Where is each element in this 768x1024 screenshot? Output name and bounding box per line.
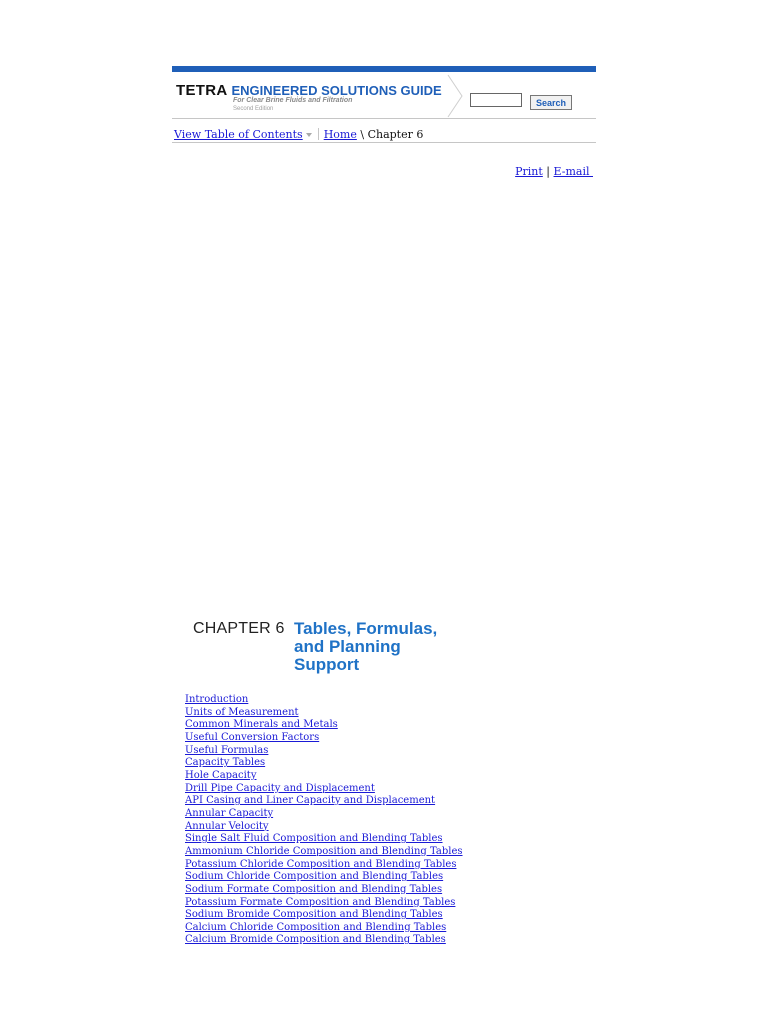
toc-link[interactable]: Introduction [185, 694, 249, 705]
chapter-title-line: and Planning [294, 637, 401, 656]
toc-item-common-minerals [185, 719, 463, 732]
toc-link[interactable]: Sodium Formate Composition and Blending Tables [185, 883, 443, 895]
chapter-label: CHAPTER 6 [193, 620, 285, 637]
print-link[interactable]: Print [515, 165, 543, 178]
tools-separator: | [542, 165, 554, 178]
toc-link[interactable]: API Casing and Liner Capacity and Displacement [185, 795, 436, 807]
guide-title: ENGINEERED SOLUTIONS GUIDE [231, 83, 442, 98]
toc-link[interactable]: Sodium Chloride Composition and Blending Tables [185, 871, 444, 883]
chapter-title-line: Support [294, 655, 360, 674]
chapter-toc-list [185, 694, 463, 947]
breadcrumb-divider-line [172, 142, 596, 143]
toc-link[interactable]: Common Minerals and Metals [185, 719, 338, 731]
chevron-down-icon[interactable] [306, 133, 312, 137]
toc-item-useful-formulas [185, 745, 463, 758]
guide-edition: Second Edition [233, 106, 274, 112]
toc-link[interactable]: Hole Capacity [185, 769, 257, 781]
toc-item-potassium-formate [185, 897, 463, 910]
search-input[interactable] [470, 93, 522, 107]
header-divider [172, 118, 596, 119]
toc-link[interactable]: Annular Capacity [185, 807, 274, 819]
brand-name: TETRA [176, 82, 228, 99]
toc-link[interactable]: Drill Pipe Capacity and Displacement [185, 782, 375, 794]
toc-item-introduction [185, 694, 463, 707]
toc-link[interactable]: Potassium Formate Composition and Blending Tables [185, 896, 456, 908]
breadcrumb-current: Chapter 6 [367, 128, 424, 141]
view-toc-link[interactable]: View Table of Contents [174, 128, 303, 141]
email-link[interactable]: E-mail [553, 165, 593, 178]
toc-item-potassium-chloride [185, 859, 463, 872]
breadcrumb-divider [318, 128, 319, 140]
toc-item-calcium-bromide [185, 934, 463, 947]
toc-link[interactable]: Units of Measurement [185, 706, 299, 718]
toc-item-ammonium-chloride [185, 846, 463, 859]
toc-link[interactable]: Calcium Chloride Composition and Blending Tables [185, 921, 447, 933]
toc-item-units-of-measurement [185, 707, 463, 720]
toc-item-capacity-tables [185, 757, 463, 770]
site-header [172, 72, 596, 118]
toc-link[interactable]: Calcium Bromide Composition and Blending Tables [185, 934, 446, 946]
toc-item-annular-capacity [185, 808, 463, 821]
breadcrumb-separator: \ [356, 128, 368, 141]
toc-item-sodium-formate [185, 884, 463, 897]
search-button[interactable]: Search [530, 95, 572, 110]
guide-subtitle: For Clear Brine Fluids and Filtration [233, 97, 353, 104]
toc-link[interactable]: Useful Conversion Factors [185, 731, 320, 743]
chevron-divider-icon [446, 74, 466, 118]
chapter-title-line: Tables, Formulas, [294, 619, 438, 638]
toc-item-drill-pipe [185, 783, 463, 796]
toc-link[interactable]: Single Salt Fluid Composition and Blending Tables [185, 833, 443, 845]
toc-link[interactable]: Useful Formulas [185, 744, 269, 756]
toc-link[interactable]: Potassium Chloride Composition and Blending Tables [185, 858, 457, 870]
breadcrumb [174, 128, 423, 142]
toc-item-single-salt [185, 833, 463, 846]
toc-link[interactable]: Capacity Tables [185, 757, 266, 769]
toc-link[interactable]: Sodium Bromide Composition and Blending Tables [185, 909, 443, 921]
toc-item-api-casing [185, 795, 463, 808]
chapter-title [294, 620, 474, 674]
toc-item-sodium-chloride [185, 871, 463, 884]
toc-link[interactable]: Ammonium Chloride Composition and Blending Tables [185, 845, 463, 857]
home-link[interactable]: Home [323, 128, 357, 141]
toc-item-calcium-chloride [185, 922, 463, 935]
toc-item-conversion-factors [185, 732, 463, 745]
toc-item-hole-capacity [185, 770, 463, 783]
toc-link[interactable]: Annular Velocity [185, 820, 269, 832]
page-tools [515, 165, 593, 178]
toc-item-sodium-bromide [185, 909, 463, 922]
toc-item-annular-velocity [185, 821, 463, 834]
